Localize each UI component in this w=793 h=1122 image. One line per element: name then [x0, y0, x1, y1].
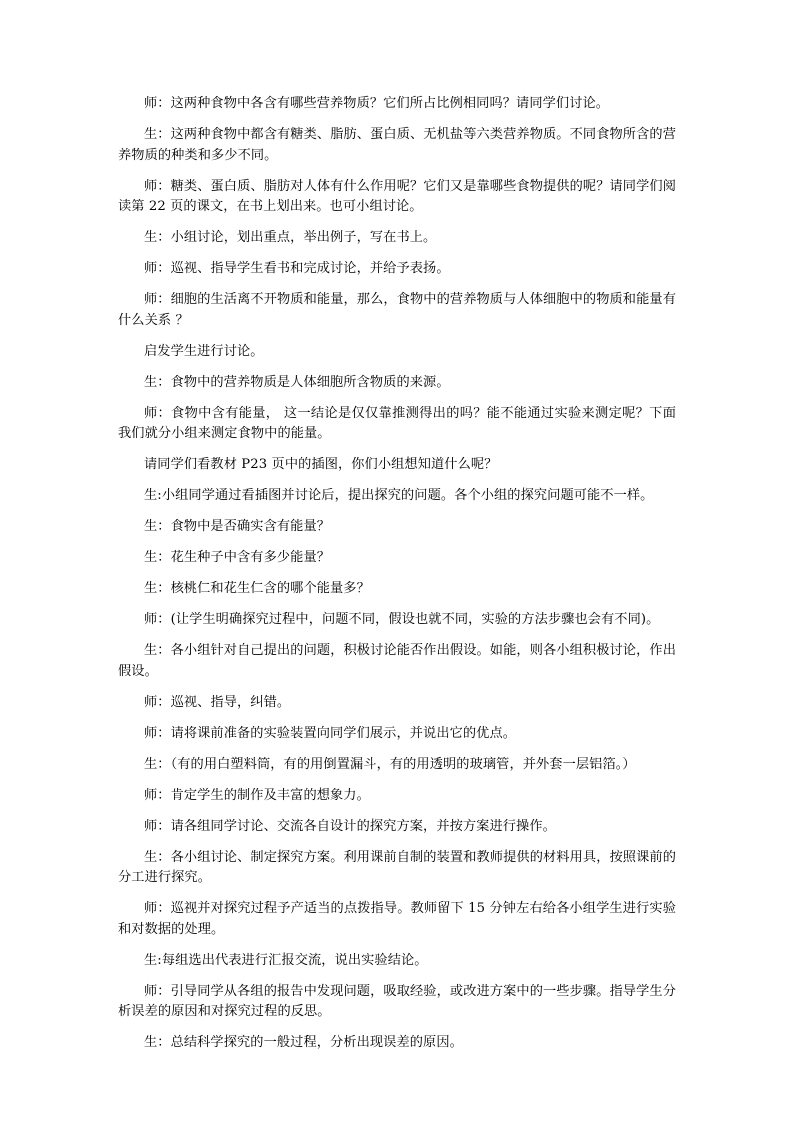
paragraph: 师：引导同学从各组的报告中发现问题，吸取经验，或改进方案中的一些步骤。指导学生分析误差的原因和对探究过程的反思。	[118, 983, 676, 1019]
paragraph: 生：这两种食物中都含有糖类、脂肪、蛋白质、无机盐等六类营养物质。不同食物所含的营养物质的种类和多少不同。	[118, 127, 676, 163]
paragraph: 生：核桃仁和花生仁含的哪个能量多？	[144, 581, 370, 596]
paragraph: 师：请将课前准备的实验装置向同学们展示，并说出它的优点。	[144, 725, 517, 741]
paragraph: 师：细胞的生活离不开物质和能量，那么，食物中的营养物质与人体细胞中的物质和能量有什么关系 ？	[118, 292, 676, 328]
paragraph: 师：肯定学生的制作及丰富的想象力。	[144, 787, 370, 803]
paragraph: 生：食物中的营养物质是人体细胞所含物质的来源。	[144, 374, 450, 390]
document-page	[118, 94, 676, 1064]
paragraph: 师：糖类、蛋白质、脂肪对人体有什么作用呢？它们又是靠哪些食物提供的呢？请同学们阅读第 22 页的课文，在书上划出来。也可小组讨论。	[118, 178, 676, 214]
paragraph: 生：食物中是否确实含有能量？	[144, 519, 331, 534]
paragraph: 师：食物中含有能量， 这一结论是仅仅靠推测得出的吗？能不能通过实验来测定呢？下面我们就分小组来测定食物中的能量。	[118, 405, 676, 441]
paragraph: 师：请各组同学讨论、交流各自设计的探究方案，并按方案进行操作。	[144, 818, 556, 834]
paragraph: 生:每组选出代表进行汇报交流，说出实验结论。	[144, 952, 428, 968]
paragraph: 生：（有的用白塑料筒，有的用倒置漏斗，有的用透明的玻璃管，并外套一层铝箔。）	[144, 756, 636, 772]
paragraph: 师：巡视、指导学生看书和完成讨论，并给予表扬。	[144, 261, 450, 276]
paragraph: 生：各小组讨论、制定探究方案。利用课前自制的装置和教师提供的材料用具，按照课前的分工进行探究。	[118, 849, 676, 885]
paragraph: 生：各小组针对自己提出的问题，积极讨论能否作出假设。如能，则各小组积极讨论，作出假设。	[118, 643, 676, 679]
paragraph: 师：巡视、指导，纠错。	[144, 694, 291, 710]
paragraph: 生:小组同学通过看插图并讨论后，提出探究的问题。各个小组的探究问题可能不一样。	[144, 488, 654, 503]
paragraph: 师：巡视并对探究过程予产适当的点拨指导。教师留下 15 分钟左右给各小组学生进行实验和对数据的处理。	[118, 901, 676, 937]
paragraph: 启发学生进行讨论。	[144, 343, 264, 359]
paragraph: 生：总结科学探究的一般过程，分析出现误差的原因。	[144, 1035, 463, 1050]
paragraph: 师：这两种食物中各含有哪些营养物质？它们所占比例相同吗？请同学们讨论。	[144, 96, 610, 111]
paragraph: 生：花生种子中含有多少能量？	[144, 550, 331, 565]
paragraph: 生：小组讨论，划出重点，举出例子，写在书上。	[144, 230, 437, 245]
paragraph: 师：(让学生明确探究过程中，问题不同，假设也就不同，实验的方法步骤也会有不同)。	[144, 612, 660, 627]
paragraph: 请同学们看教材 P23 页中的插图，你们小组想知道什么呢？	[144, 457, 498, 472]
